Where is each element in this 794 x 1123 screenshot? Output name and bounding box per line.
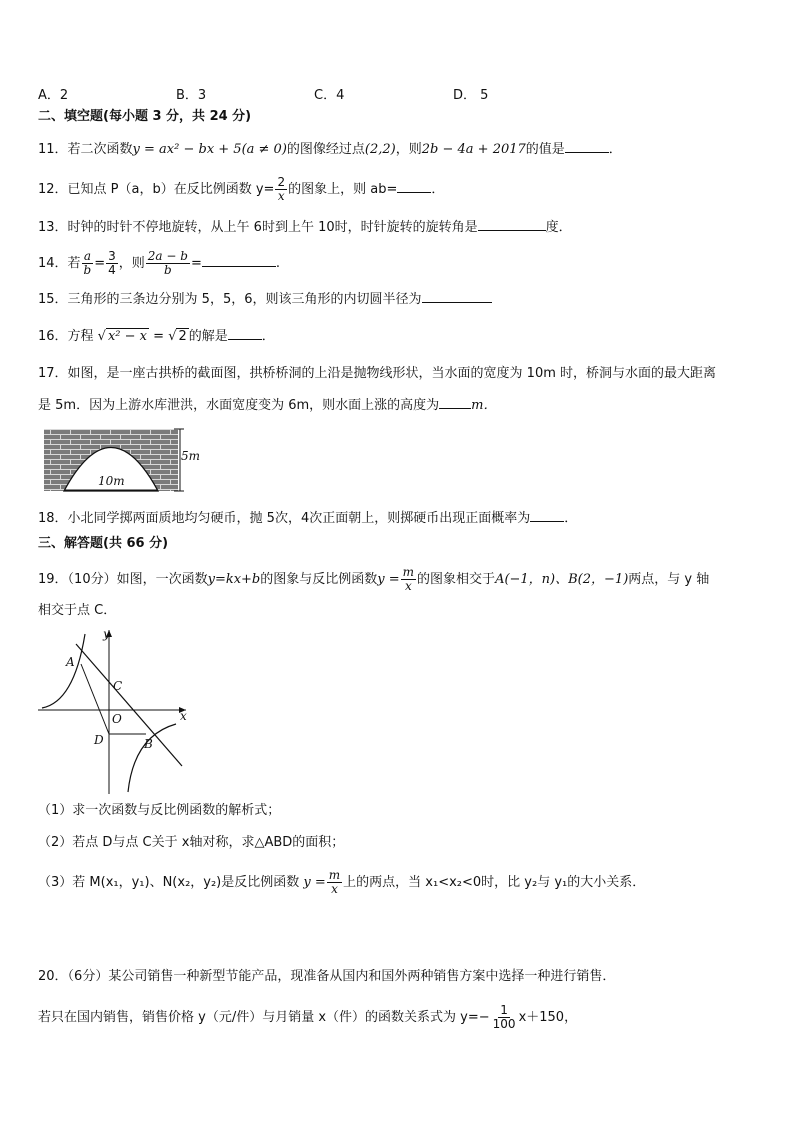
answer-blank[interactable] [397,180,431,193]
question-16: 16．方程 √ x² − x = √ 2 的解是 ． [38,329,275,344]
question-19-sub3: （3）若 M(x₁，y₁)、N(x₂，y₂)是反比例函数 y = $\frac{m}{x}$ 上的两点，当 x₁<x₂<0时，比 y₂与 y₁的大小关系． [38,868,646,896]
option-b: B．3 [176,88,207,103]
question-19-sub1: （1）求一次函数与反比例函数的解析式； [38,803,281,818]
origin-label: O [112,712,122,726]
point-c-label: C [113,679,123,693]
hyperbola-branch-left [42,634,85,708]
height-label: 5m [181,449,201,463]
question-20-line2: 若只在国内销售，销售价格 y（元/件）与月销量 x（件）的函数关系式为 y=− $\frac{1}{100}$ x＋150， [38,1003,578,1031]
option-a: A．2 [38,88,69,103]
answer-blank[interactable] [422,290,492,303]
answer-blank[interactable] [439,396,471,409]
question-20-line1: 20．（6分）某公司销售一种新型节能产品，现准备从国内和国外两种销售方案中选择一种进行销售． [38,969,616,984]
point-b-label: B [144,737,153,751]
y-axis-label: y [103,627,110,641]
answer-blank[interactable] [228,327,262,340]
question-17-line1: 17．如图，是一座古拱桥的截面图，拱桥桥洞的上沿是抛物线形状，当水面的宽度为 10m 时，桥洞与水面的最大距离 [38,366,717,381]
answer-blank[interactable] [530,509,564,522]
question-15: 15．三角形的三条边分别为 5，5，6，则该三角形的内切圆半径为 [38,290,492,309]
question-17-line2: 是 5m．因为上游水库泄洪，水面宽度变为 6m，则水面上涨的高度为 m． [38,398,497,413]
point-a-label: A [66,655,75,669]
point-d-label: D [94,733,104,747]
coordinate-figure [36,624,196,796]
option-c: C．4 [314,88,345,103]
question-19-line1: 19．（10分）如图，一次函数y=kx+b的图象与反比例函数y = $\frac{m}{x}$ 的图象相交于A(−1，n)、B(2，−1)两点，与 y 轴 [38,565,710,593]
section-fill-heading: 二、填空题(每小题 3 分，共 24 分) [38,109,252,124]
answer-blank[interactable] [565,140,609,153]
question-12: 12．已知点 P（a，b）在反比例函数 y= $\frac{2}{x}$ 的图象上，则 ab= ． [38,175,445,203]
question-11: 11．若二次函数y = ax² − bx + 5(a ≠ 0)的图像经过点(2,2)，则2b − 4a + 2017的值是 ． [38,142,622,157]
bridge-figure [40,424,210,494]
answer-blank[interactable] [202,254,276,267]
fraction: $\frac{2}{x}$ [277,175,286,203]
option-d: D． 5 [453,88,489,103]
section-solve-heading: 三、解答题(共 66 分) [38,536,169,551]
line-ab [76,644,182,766]
question-14: 14．若 $\frac{a}{b}$ = $\frac{3}{4}$ ，则 $\frac{2a - b}{b}$ = . [38,249,280,277]
width-label: 10m [98,474,125,488]
question-19-line2: 相交于点 C． [38,603,117,618]
answer-blank[interactable] [478,218,546,231]
x-axis-label: x [180,709,187,723]
question-18: 18．小北同学掷两面质地均匀硬币，抛 5次，4次正面朝上，则掷硬币出现正面概率为 ． [38,511,578,526]
question-13: 13．时钟的时针不停地旋转，从上午 6时到上午 10时，时针旋转的旋转角是 度． [38,220,572,235]
question-19-sub2: （2）若点 D与点 C关于 x轴对称，求△ABD的面积； [38,835,345,850]
